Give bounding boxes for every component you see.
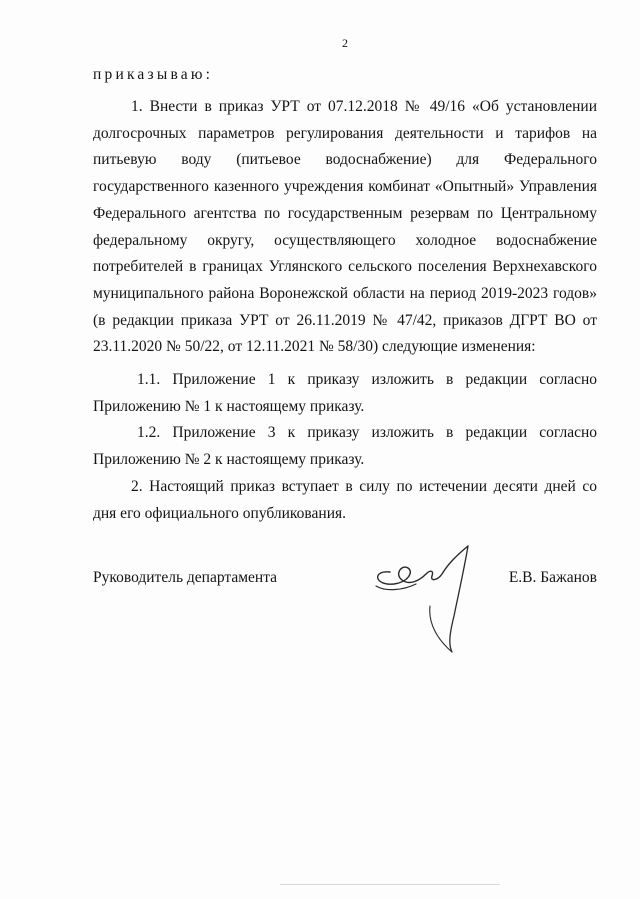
handwritten-signature (368, 540, 488, 660)
paragraph-1-1: 1.1. Приложение 1 к приказу изложить в редакции согласно Приложению № 1 к настоящему приказу. (93, 371, 597, 415)
paragraph-1: 1. Внести в приказ УРТ от 07.12.2018 № 49/16 «Об установлении долгосрочных параметров регулирования деятельности и тарифов на питьевую воду (питьевое водоснабжение) для Федерального государственного казенного учреждения комбинат «Опытный» Управления Федерального агентства по государственным резервам по Центральному федеральному округу, осуществляющего холодное водоснабжение потребителей в границах Углянского сельского поселения Верхнехавского муниципального района Воронежской области на период 2019-2023 годов» (в редакции приказа УРТ от 26.11.2019 № 47/42, приказов ДГРТ ВО от 23.11.2020 № 50/22, от 12.11.2021 № 58/30) следующие изменения: (93, 98, 597, 356)
signer-title: Руководитель департамента (93, 569, 278, 586)
signature-block (93, 569, 597, 599)
scan-artifact-line (280, 884, 500, 885)
order-heading: приказываю: (93, 66, 214, 83)
order-body (93, 94, 597, 527)
paragraph-1-2: 1.2. Приложение 3 к приказу изложить в редакции согласно Приложению № 2 к настоящему приказу. (93, 424, 597, 469)
signer-name: Е.В. Бажанов (508, 569, 597, 586)
page-number: 2 (342, 36, 348, 50)
paragraph-2: 2. Настоящий приказ вступает в силу по истечении десяти дней со дня его официального опубликования. (93, 477, 597, 522)
